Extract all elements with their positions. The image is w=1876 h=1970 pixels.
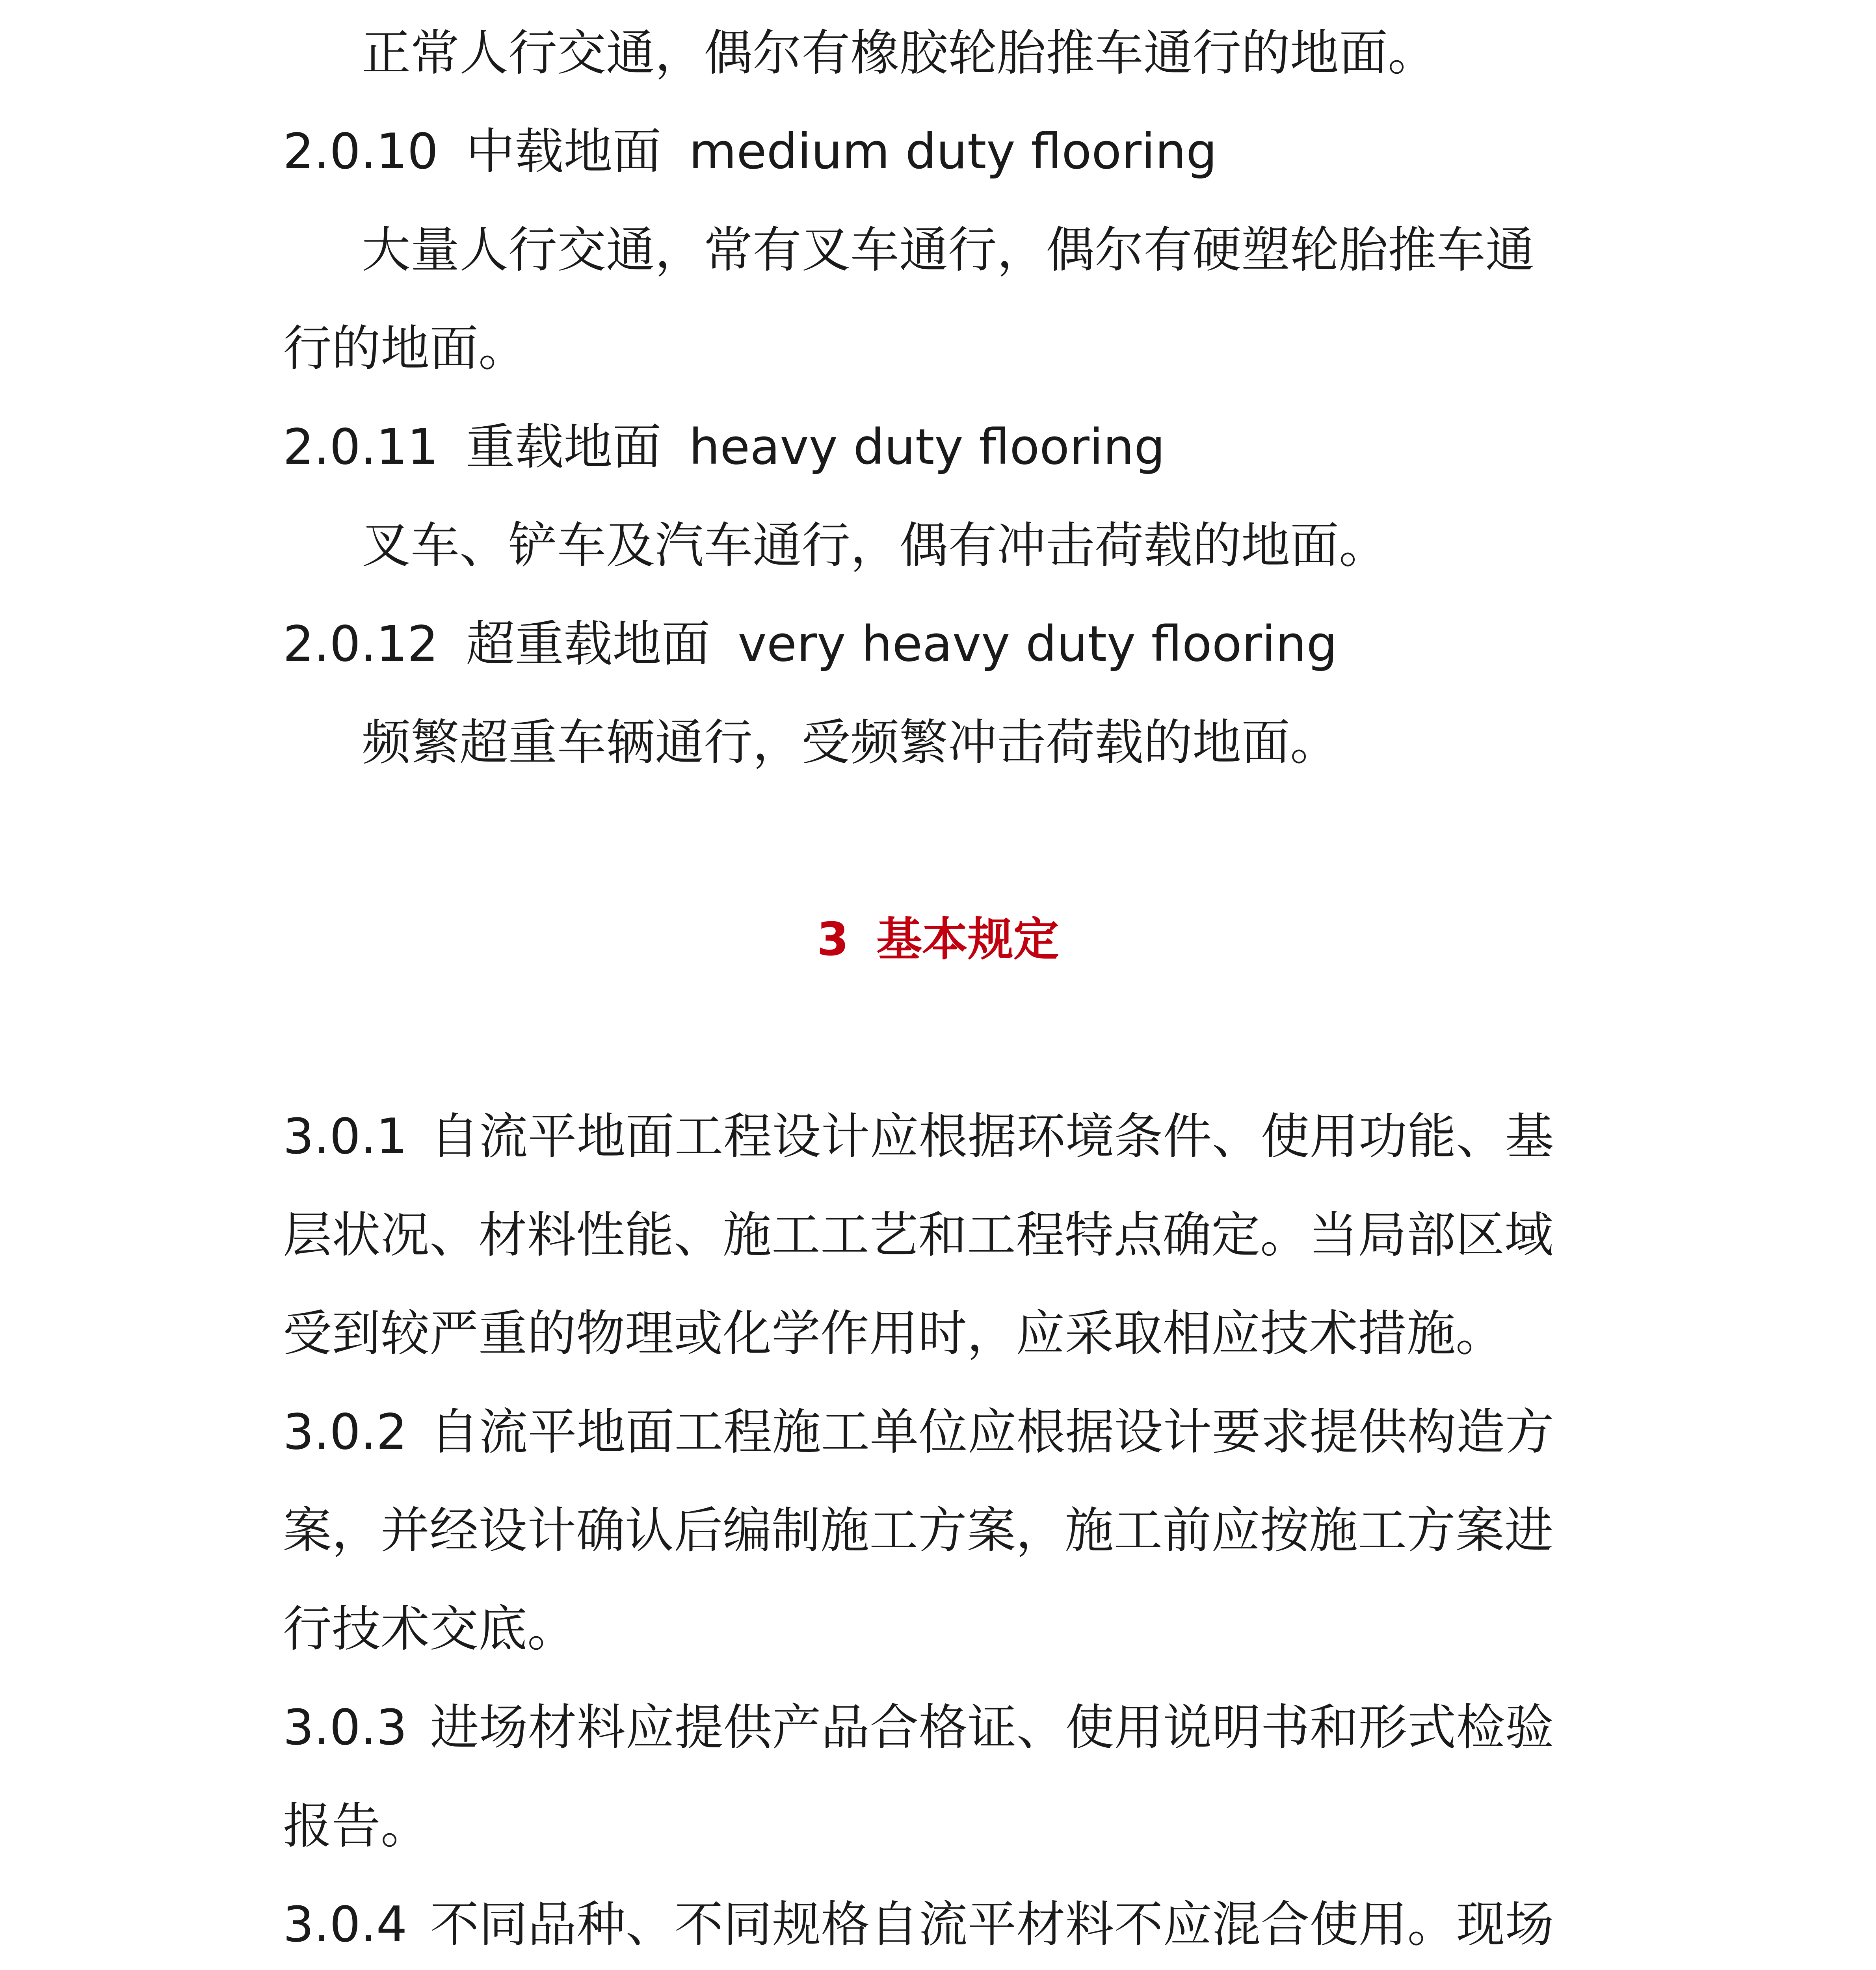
clause-text-line: 自流平地面工程施工单位应根据设计要求提供构造方 — [430, 1404, 1554, 1461]
term-definition-line: 频繁超重车辆通行，受频繁冲击荷载的地面。 — [362, 714, 1339, 771]
section-title — [0, 910, 1876, 969]
clause-text-line: 行技术交底。 — [283, 1601, 576, 1658]
clause-number: 3.0.2 — [283, 1404, 407, 1461]
term-number: 2.0.10 — [283, 123, 439, 180]
clause-3-0-4 — [283, 1895, 1623, 1954]
section-title-text: 基本规定 — [876, 913, 1059, 966]
clause-text-line: 案，并经设计确认后编制施工方案，施工前应按施工方案进 — [283, 1502, 1554, 1559]
clause-text-line: 自流平地面工程设计应根据环境条件、使用功能、基 — [430, 1108, 1554, 1165]
clause-text-line: 不同品种、不同规格自流平材料不应混合使用。现场 — [430, 1896, 1554, 1953]
clause-3-0-1 — [283, 1107, 1623, 1166]
clause-text-line: 受到较严重的物理或化学作用时，应采取相应技术措施。 — [283, 1305, 1505, 1362]
clause-text-line: 层状况、材料性能、施工工艺和工程特点确定。当局部区域 — [283, 1207, 1554, 1264]
term-definition-line: 正常人行交通，偶尔有橡胶轮胎推车通行的地面。 — [362, 25, 1437, 82]
term-definition-line: 叉车、铲车及汽车通行，偶有冲击荷载的地面。 — [362, 517, 1388, 574]
term-number: 2.0.12 — [283, 616, 439, 673]
term-en: medium duty flooring — [689, 123, 1217, 180]
term-zh: 超重载地面 — [466, 616, 710, 673]
clause-text-line: 进场材料应提供产品合格证、使用说明书和形式检验 — [430, 1699, 1554, 1756]
clause-3-0-2 — [283, 1403, 1623, 1462]
clause-3-0-3 — [283, 1698, 1623, 1757]
term-number: 2.0.11 — [283, 419, 439, 476]
term-zh: 重载地面 — [466, 419, 662, 476]
clause-text-line: 报告。 — [283, 1798, 430, 1855]
clause-number: 3.0.3 — [283, 1699, 407, 1756]
term-en: very heavy duty flooring — [738, 616, 1338, 673]
term-heading-2-0-12 — [283, 615, 1623, 674]
term-heading-2-0-11 — [283, 418, 1623, 477]
term-en: heavy duty flooring — [689, 419, 1165, 476]
clause-number: 3.0.4 — [283, 1896, 407, 1953]
term-zh: 中载地面 — [466, 123, 662, 180]
clause-number: 3.0.1 — [283, 1108, 407, 1165]
term-definition-line: 大量人行交通，常有叉车通行，偶尔有硬塑轮胎推车通 — [362, 222, 1535, 279]
term-definition-line: 行的地面。 — [283, 320, 528, 377]
term-heading-2-0-10 — [283, 122, 1623, 181]
section-number: 3 — [817, 913, 849, 966]
